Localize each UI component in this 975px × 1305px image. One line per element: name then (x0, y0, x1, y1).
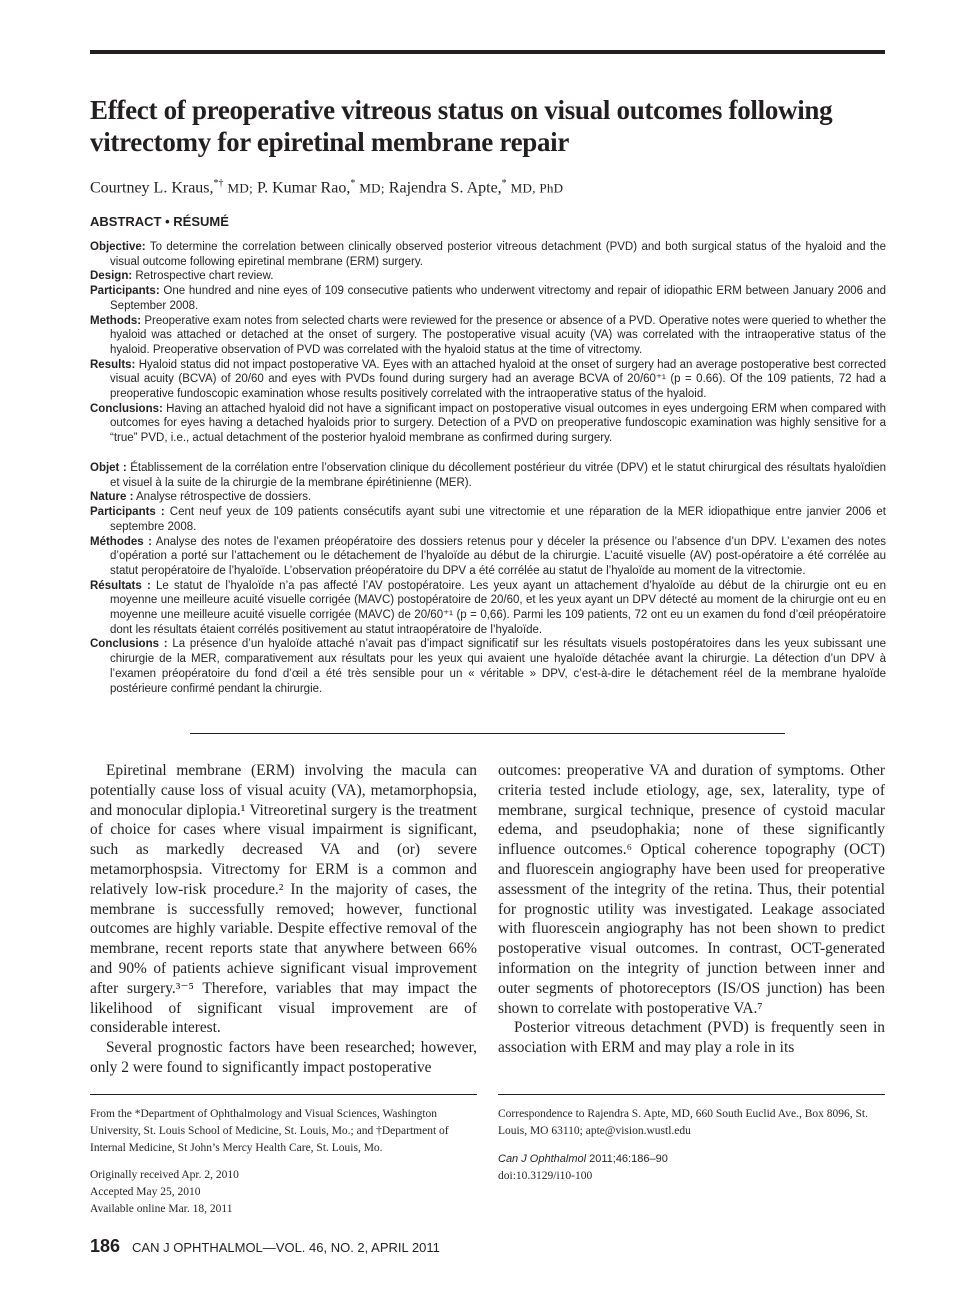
received-date: Originally received Apr. 2, 2010 (90, 1169, 239, 1181)
affiliation-text: From the *Department of Ophthalmology and Visual Sciences, Washington University, St. Louis School of Medicine, St. Louis, Mo.; and †Department of Internal Medicine, St John’s Mercy Health Care, St. Louis, Mo. (90, 1108, 449, 1154)
section-divider (190, 733, 785, 734)
page-number: 186 (90, 1236, 121, 1256)
abstract-methods (90, 314, 886, 358)
author-degree: MD, PhD (510, 180, 564, 196)
author-name: Courtney L. Kraus, (90, 179, 214, 197)
resume-resultats (90, 579, 886, 638)
correspondence-footnote (498, 1106, 888, 1140)
abstract-text: Preoperative exam notes from selected charts were reviewed for the presence or absence of a PVD. Operative notes were queried to whether the hyaloid was attached or detached at the onset of surgery. The postoperative visual acuity (VA) was correlated with the intraoperative status of the hyaloid. Preoperative observation of PVD was correlated with the hyaloid status at the time of vitrectomy. (110, 314, 886, 356)
abstract-label: Participants: (90, 285, 160, 298)
abstract-english (90, 240, 886, 446)
online-date: Available online Mar. 18, 2011 (90, 1203, 233, 1215)
author-degree: MD; (359, 180, 385, 196)
body-paragraph: Posterior vitreous detachment (PVD) is frequently seen in association with ERM and may play a role in its (498, 1019, 885, 1057)
abstract-participants (90, 284, 886, 313)
abstract-label: Objet : (90, 462, 127, 474)
abstract-label: Methods: (90, 314, 142, 327)
resume-conclusions (90, 637, 886, 696)
abstract-conclusions (90, 402, 886, 446)
abstract-label: Objective: (90, 241, 146, 253)
abstract-label: Méthodes : (90, 535, 152, 548)
abstract-label: Résultats : (90, 579, 151, 592)
footnote-rule (90, 1094, 477, 1095)
citation-footnote (498, 1151, 888, 1185)
journal-ref: 2011;46:186–90 (586, 1153, 668, 1165)
abstract-label: Nature : (90, 491, 134, 504)
author-affiliation-mark: * (350, 178, 356, 189)
abstract-text: La présence d’un hyaloïde attaché n’avait pas d’impact significatif sur les résultats visuels postopératoires dans les yeux subissant une chirurgie de la MER, comparativement aux résultats pour les yeux qui avaient une hyaloïde détachée avant la chirurgie. La détection d’un DPV à l’examen préopératoire du fond d’œil a été très sensible pour un « véritable » DPV, c’est-à-dire le détachement réel de la membrane hyaloïde postérieure confirmé pendant la chirurgie. (110, 638, 886, 695)
resume-nature (90, 490, 886, 505)
abstract-results (90, 358, 886, 402)
abstract-text: Analyse rétrospective de dossiers. (136, 491, 312, 504)
body-column-right (498, 761, 885, 1058)
correspondence-text: Correspondence to Rajendra S. Apte, MD, 660 South Euclid Ave., Box 8096, St. Louis, MO 63110; apte@vision.wustl.edu (498, 1108, 868, 1137)
abstract-label: Participants : (90, 506, 165, 519)
abstract-text: Hyaloid status did not impact postoperative VA. Eyes with an attached hyaloid at the onset of surgery had an average postoperative best corrected visual acuity (BCVA) of 20/60 and eyes with PVDs found during surgery had an average BCVA of 20/60⁺¹ (p = 0.66). Of the 109 patients, 72 had a preoperative fundoscopic examination whose results positively correlated with the intraoperative status of the hyaloid. (110, 358, 886, 401)
body-paragraph: Several prognostic factors have been researched; however, only 2 were found to significantly impact postoperative (90, 1039, 477, 1076)
abstract-design (90, 269, 886, 284)
author-name: P. Kumar Rao, (257, 179, 351, 197)
abstract-text: Le statut de l’hyaloïde n’a pas affecté l’AV postopératoire. Les yeux ayant un attachement d’hyaloïde au début de la chirurgie ont eu en moyenne une meilleure acuité visuelle corrigée (MAVC) postopératoire de 20/60, et les yeux ayant un DPV détecté au moment de la chirurgie ont eu en moyenne une meilleure acuité visuelle corrigée (MAVC) de 20/60⁺¹ (p = 0,66). Parmi les 109 patients, 72 ont eu un examen du fond d’œil préopératoire dont les résultats étaient corrélés positivement au statut intraopératoire de l’hyaloïde. (110, 579, 886, 636)
author-list (90, 174, 890, 198)
page-footer (90, 1236, 440, 1257)
author-affiliation-mark: *† (213, 178, 224, 189)
abstract-text: One hundred and nine eyes of 109 consecutive patients who underwent vitrectomy and repair of idiopathic ERM between January 2006 and September 2008. (110, 285, 886, 312)
abstract-text: Having an attached hyaloid did not have a significant impact on postoperative visual outcomes in eyes undergoing ERM when compared with outcomes for eyes having a detached hyaloids prior to surgery. Detection of a PVD on preoperative fundoscopic examination was highly sensitive for a “true” PVD, i.e., actual detachment of the posterior hyaloid membrane as confirmed during surgery. (110, 402, 886, 445)
abstract-text: Analyse des notes de l’examen préopératoire des dossiers retenus pour y déceler la présence ou l’absence d’un DPV. L’examen des notes d’opération a porté sur l’attachement ou le détachement de l’hyaloïde au début de la chirurgie. L’acuité visuelle (AV) post-opératoire a été corrélée au statut peropératoire de l’hyaloïde. L’observation préopératoire du DPV a été corrélée au statut de l’hyaloïde au moment de la vitrectomie. (110, 535, 887, 577)
resume-objet (90, 461, 886, 490)
running-head: CAN J OPHTHALMOL—VOL. 46, NO. 2, APRIL 2011 (132, 1240, 440, 1255)
abstract-text: To determine the correlation between clinically observed posterior vitreous detachment (PVD) and both surgical status of the hyaloid and the visual outcome following epiretinal membrane (ERM) surgery. (110, 241, 886, 268)
abstract-objective (90, 240, 886, 269)
abstract-label: Conclusions: (90, 402, 163, 415)
journal-name: Can J Ophthalmol (498, 1153, 587, 1165)
abstract-text: Retrospective chart review. (135, 270, 274, 283)
abstract-text: Cent neuf yeux de 109 patients consécutifs ayant subi une vitrectomie et une réparation de la MER idiopathique entre janvier 2006 et septembre 2008. (110, 506, 886, 533)
abstract-label: Results: (90, 358, 136, 371)
top-rule (90, 50, 885, 54)
abstract-label: Design: (90, 270, 133, 283)
accepted-date: Accepted May 25, 2010 (90, 1186, 201, 1198)
author-affiliation-mark: * (501, 178, 507, 189)
author-name: Rajendra S. Apte, (388, 179, 502, 197)
body-column-left (90, 761, 477, 1078)
affiliation-footnote (90, 1106, 480, 1157)
article-title: Effect of preoperative vitreous status on visual outcomes following vitrectomy for epiretinal membrane repair (90, 95, 833, 157)
resume-participants (90, 505, 886, 534)
abstract-heading: ABSTRACT • RÉSUMÉ (90, 214, 229, 229)
resume-methodes (90, 535, 886, 579)
abstract-text: Établissement de la corrélation entre l’observation clinique du décollement postérieur du vitrée (DPV) et le statut chirurgical des résultats hyaloïdien et visuel à la suite de la chirurgie de la membrane épirétinienne (MER). (110, 462, 886, 489)
journal-citation (498, 1151, 888, 1168)
body-paragraph: outcomes: preoperative VA and duration of symptoms. Other criteria tested include etiology, age, sex, laterality, type of membrane, surgical technique, presence of cystoid macular edema, and pseudophakia; none of these significantly influence outcomes.⁶ Optical coherence topography (OCT) and fluorescein angiography have been used for preoperative assessment of the integrity of the retina. Thus, their potential for prognostic utility was investigated. Leakage associated with fluorescein angiography has not been shown to predict postoperative visual outcomes. In contrast, OCT-generated information on the integrity of junction between inner and outer segments of photoreceptors (IS/OS junction) has been shown to correlate with postoperative VA.⁷ (498, 762, 885, 1017)
abstract-french (90, 461, 886, 696)
footnote-rule (498, 1094, 885, 1095)
doi: doi:10.3129/i10-100 (498, 1170, 593, 1182)
dates-footnote (90, 1167, 480, 1218)
author-degree: MD; (227, 180, 253, 196)
body-paragraph: Epiretinal membrane (ERM) involving the macula can potentially cause loss of visual acuity (VA), metamorphopsia, and monocular diplopia.¹ Vitreoretinal surgery is the treatment of choice for cases where visual impairment is significant, such as markedly decreased VA and (or) severe metamorphospsia. Vitrectomy for ERM is a common and relatively low-risk procedure.² In the majority of cases, the membrane is successfully removed; however, functional outcomes are highly variable. Despite effective removal of the membrane, recent reports state that anywhere between 66% and 90% of patients achieve significant visual improvement after surgery.³⁻⁵ Therefore, variables that may impact the likelihood of significant visual improvement are of considerable interest. (90, 762, 477, 1037)
abstract-label: Conclusions : (90, 638, 168, 651)
